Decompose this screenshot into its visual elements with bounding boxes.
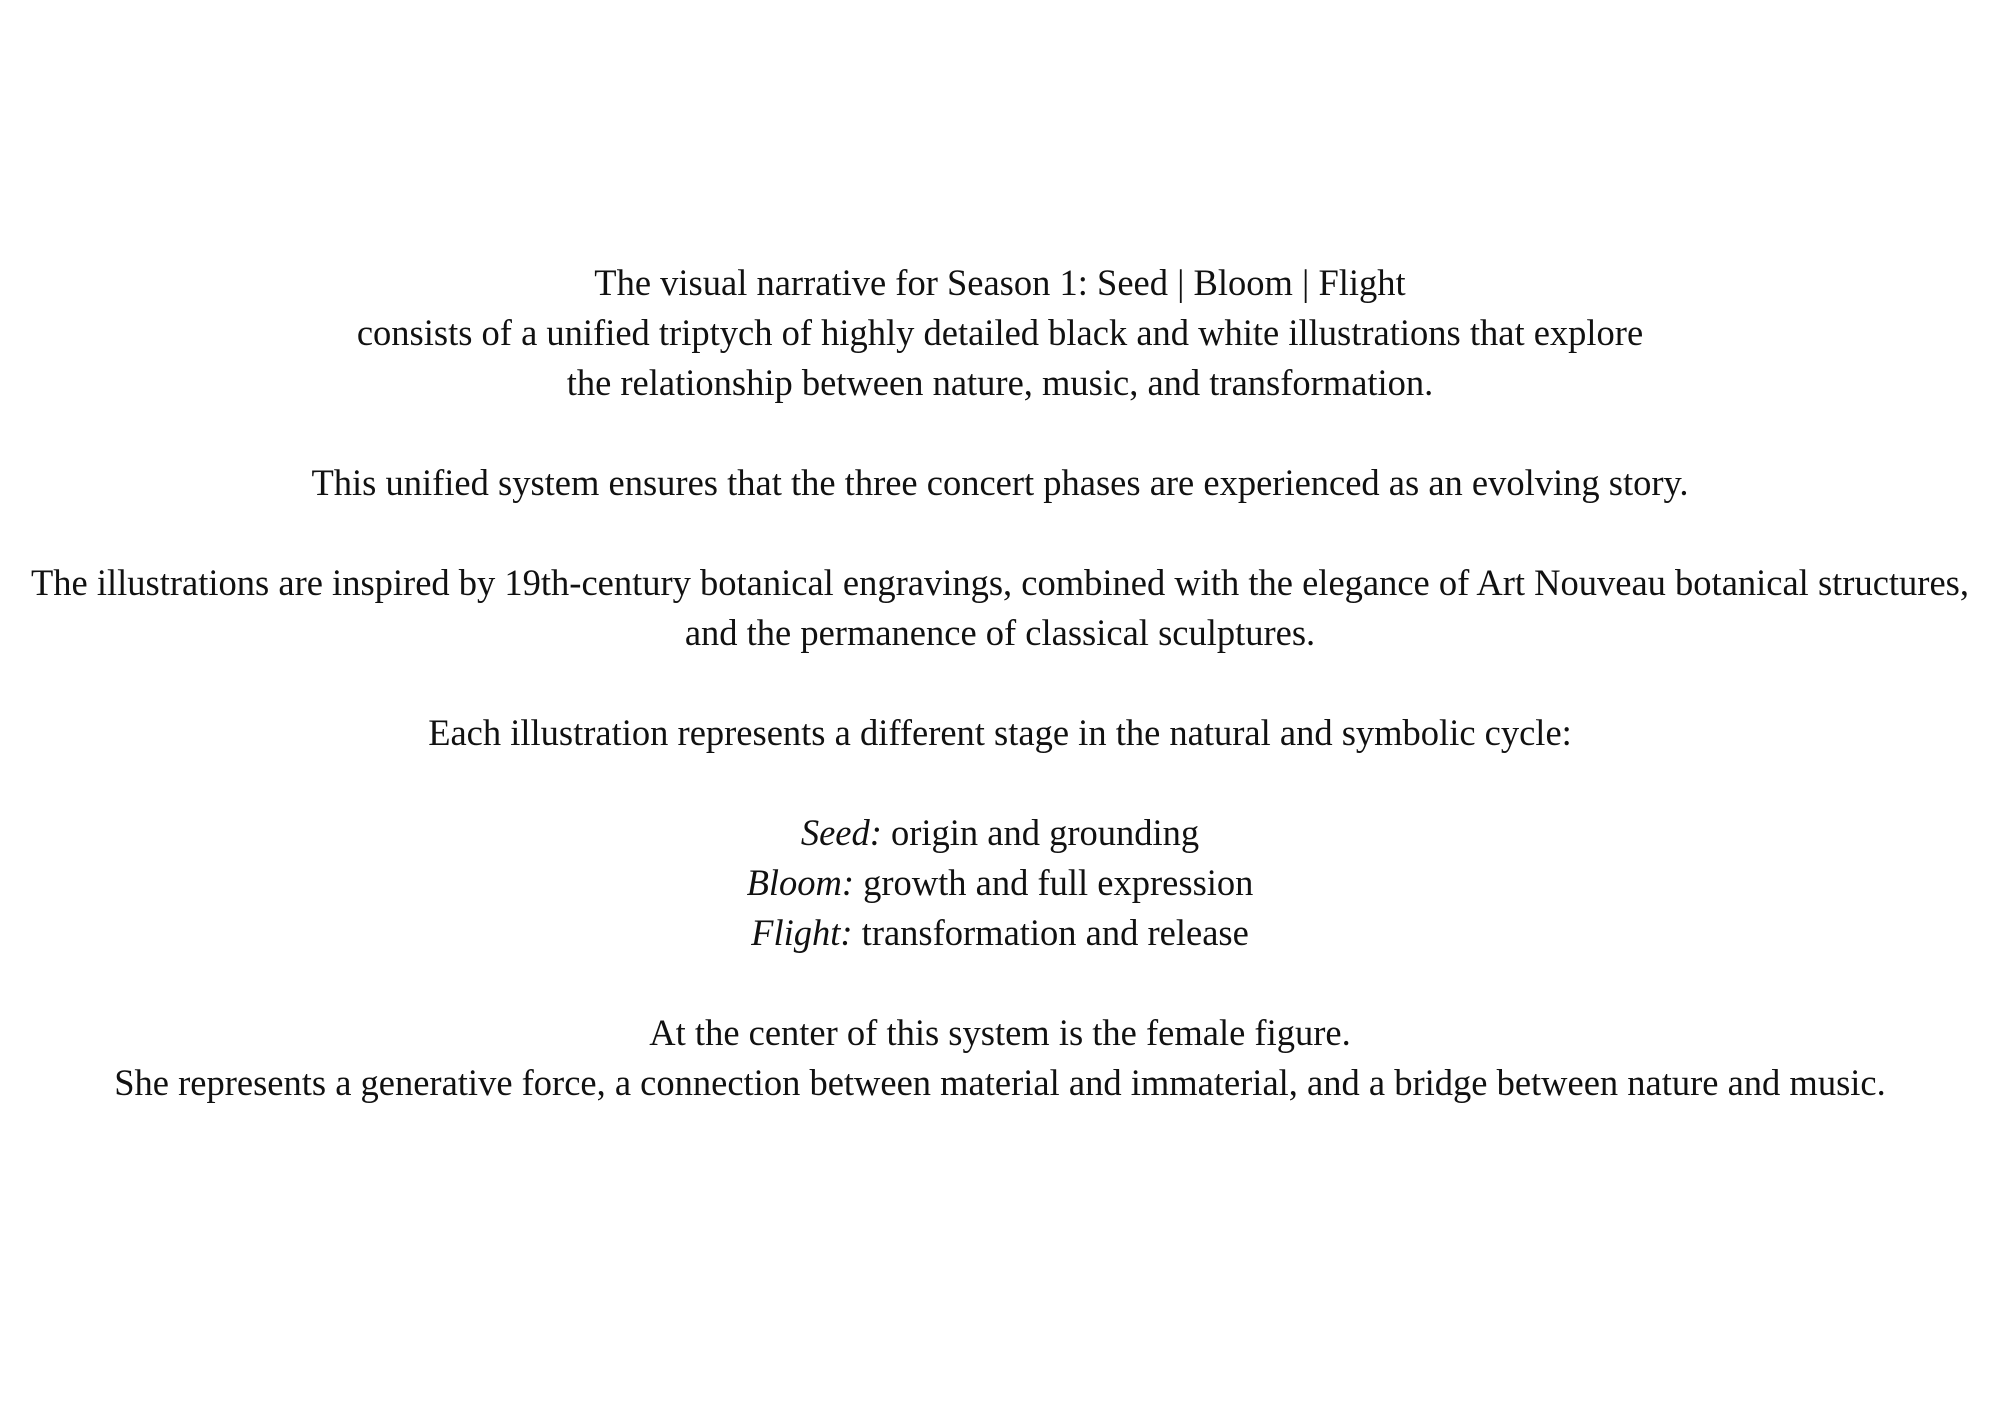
paragraph-spacer [0, 958, 2000, 1008]
inspiration-line-2: and the permanence of classical sculptures. [684, 612, 1316, 653]
stage-description: growth and full expression [863, 862, 1254, 903]
paragraph-spacer [0, 758, 2000, 808]
figure-line-1: At the center of this system is the female figure. [649, 1012, 1351, 1053]
stage-term: Flight: [751, 912, 853, 953]
intro-line-3: the relationship between nature, music, and transformation. [566, 362, 1434, 403]
intro-line-2: consists of a unified triptych of highly detailed black and white illustrations that explore [356, 312, 1644, 353]
stage-description: origin and grounding [891, 812, 1200, 853]
stage-bloom [0, 858, 2000, 908]
stage-term: Seed: [800, 812, 882, 853]
statement-text [0, 258, 2000, 1108]
cycle-intro: Each illustration represents a different stage in the natural and symbolic cycle: [428, 712, 1572, 753]
stage-term: Bloom: [746, 862, 855, 903]
inspiration-line-1: The illustrations are inspired by 19th-century botanical engravings, combined with the elegance of Art Nouveau botanical structures, [31, 562, 1969, 603]
paragraph-spacer [0, 508, 2000, 558]
stage-description: transformation and release [861, 912, 1249, 953]
paragraph-spacer [0, 658, 2000, 708]
stage-flight [0, 908, 2000, 958]
paragraph-spacer [0, 408, 2000, 458]
system-line: This unified system ensures that the three concert phases are experienced as an evolving story. [311, 462, 1689, 503]
figure-line-2: She represents a generative force, a connection between material and immaterial, and a bridge between nature and music. [114, 1062, 1886, 1103]
intro-line-1: The visual narrative for Season 1: Seed | Bloom | Flight [594, 262, 1406, 303]
stage-seed [0, 808, 2000, 858]
